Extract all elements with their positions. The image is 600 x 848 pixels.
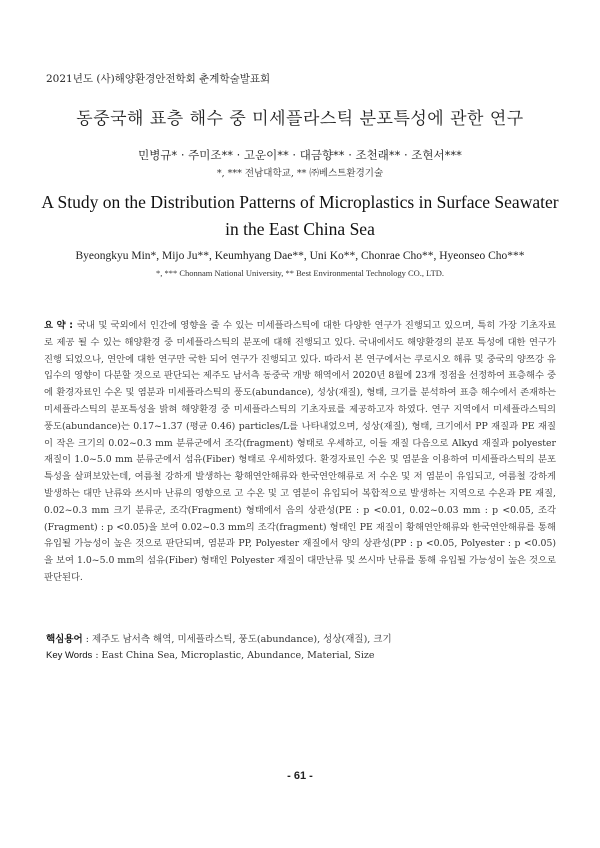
keywords-block <box>46 632 558 664</box>
abstract-label: 요 약 : <box>44 320 73 331</box>
keywords-korean-text: : 제주도 남서측 해역, 미세플라스틱, 풍도(abundance), 성상(재질), 크기 <box>82 634 392 645</box>
korean-title: 동중국해 표층 해수 중 미세플라스틱 분포특성에 관한 연구 <box>76 109 524 129</box>
keywords-english-text: : East China Sea, Microplastic, Abundance, Material, Size <box>92 650 375 661</box>
conference-header: 2021년도 (사)해양환경안전학회 춘계학술발표회 <box>46 73 271 85</box>
korean-affiliation: *, *** 전남대학교, ** ㈜베스트환경기술 <box>216 168 384 179</box>
keywords-english <box>46 648 558 664</box>
abstract-text: 국내 및 국외에서 인간에 영향을 줄 수 있는 미세플라스틱에 대한 다양한 연구가 진행되고 있으며, 특히 가장 기초자료로 제공 될 수 있는 해양환경 중 미세플라스틱의 분포에 대해 진행되고 있다. 국내에서도 해양환경의 분포 특성에 대한 연구가 진행 되었으나, 연안에 대한 연구만 국한 되어 연구가 진행되고 있다. 따라서 본 연구에서는 쿠로시오 해류 및 중국의 양쯔강 유입수의 영향이 다분할 것으로 판단되는 제주도 남서측 동중국 개방 해역에서 2020년 8월에 23개 정점을 선정하여 표층해수 중에 환경자료인 수온 및 염분과 미세플라스틱의 풍도(abundance), 성상(재질), 형태, 크기를 분석하여 표층 해수에서 존재하는 미세플라스틱의 분포특성을 밝혀 해양환경 중 미세플라스틱의 기초자료를 제공하고자 하였다. 연구 지역에서 미세플라스틱의 풍도(abundance)는 0.17~1.37 (평균 0.46) particles/L를 나타내었으며, 성상(재질), 형태, 크기에서 PP 재질과 PE 재질이 작은 크기의 0.02~0.3 mm 분류군에서 조각(fragment) 형태로 우세하고, 이들 재질 다음으로 Alkyd 재질과 polyester 재질이 1.0~5.0 mm 분류군에서 섬유(Fiber) 형태로 우세하였다. 환경자료인 수온 및 염분을 이용하여 미세플라스틱의 분포 특성을 살펴보았는데, 여름철 강하게 발생하는 황해연안해류와 한국연안해류로 저 수온 및 저 염분이 유입되고, 여름철 강하게 발생하는 대만 난류와 쓰시마 난류의 영향으로 고 수온 및 고 염분이 유입되어 복합적으로 발생하는 지역으로 수온과 PE 재질, 0.02~0.3 mm 크기 분류군, 조각(Fragment) 형태에서 음의 상관성(PE : p <0.01, 0.02~0.03 mm : p <0.05, 조각(Fragment) : p <0.05)을 보여 0.02~0.3 mm의 조각(fragment) 형태인 PE 재질이 황해연안해류와 한국연안해류를 통해 유입될 가능성이 높은 것으로 판단되며, 염분과 PP, Polyester 재질에서 양의 상관성(PP : p <0.05, Polyester : p <0.05)을 보여 1.0~5.0 mm의 섬유(Fiber) 형태인 Polyester 재질이 대만난류 및 쓰시마 난류를 통해 유입될 가능성이 높은 것으로 판단된다. <box>44 320 557 583</box>
keywords-korean-label: 핵심용어 <box>46 634 83 645</box>
english-affiliation: *, *** Chonnam National University, ** Best Environmental Technology CO., LTD. <box>155 268 445 278</box>
english-authors: Byeongkyu Min*, Mijo Ju**, Keumhyang Dae**, Uni Ko**, Chonrae Cho**, Hyeonseo Cho*** <box>75 250 525 262</box>
korean-authors: 민병규* · 주미조** · 고운이** · 대금향** · 조천래** · 조현서*** <box>138 148 462 162</box>
english-title: A Study on the Distribution Patterns of Microplastics in Surface Seawater in the East China Sea <box>41 192 559 239</box>
keywords-korean <box>46 632 558 648</box>
abstract <box>44 318 556 587</box>
page-number: - 61 - <box>287 770 313 782</box>
keywords-english-label: Key Words <box>46 650 93 661</box>
